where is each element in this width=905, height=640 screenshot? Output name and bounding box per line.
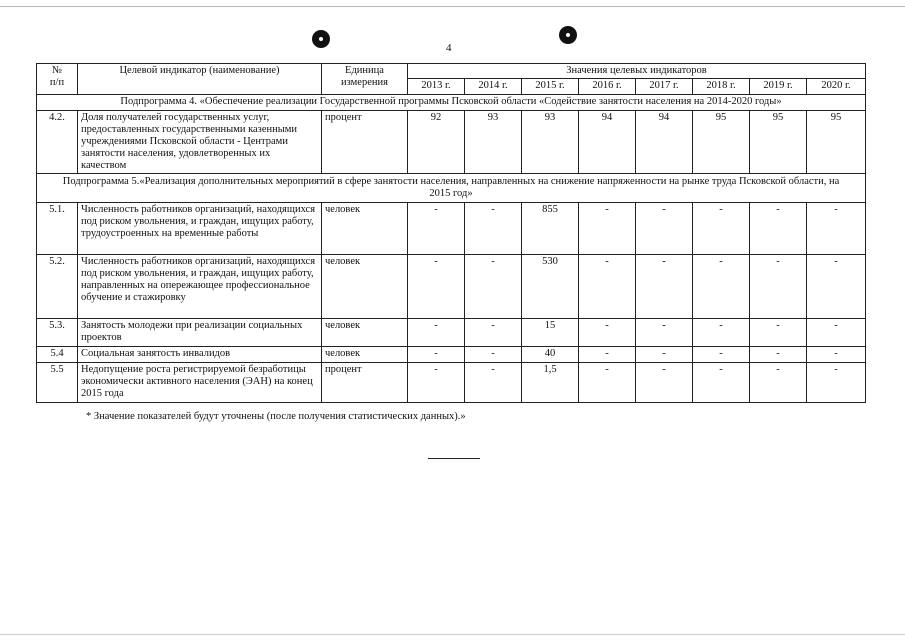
row-value: 1,5 [522,363,579,403]
year-cell: 2017 г. [636,79,693,95]
year-cell: 2015 г. [522,79,579,95]
row-value: - [750,347,807,363]
table-row [37,319,866,347]
row-value: - [465,347,522,363]
table-row [37,255,866,319]
row-value: - [636,319,693,347]
year-cell: 2016 г. [579,79,636,95]
row-value: - [408,363,465,403]
header-indicator: Целевой индикатор (наименование) [78,64,322,95]
row-value: - [693,363,750,403]
scan-bottom-edge [0,634,905,635]
row-value: - [408,203,465,255]
row-value: - [408,319,465,347]
subprogram-5-title: Подпрограмма 5.«Реализация дополнительных мероприятий в сфере занятости населения, направленных на снижение напряженности на рынке труда Псковской области, на 2015 год» [37,174,866,203]
row-num: 4.2. [37,111,78,174]
row-value: - [750,255,807,319]
row-value: - [750,203,807,255]
row-value: - [636,203,693,255]
scan-top-edge [0,6,905,7]
row-value: - [408,255,465,319]
table-row [37,347,866,363]
row-indicator: Недопущение роста регистрируемой безработицы экономически активного населения (ЭАН) на конец 2015 года [78,363,322,403]
row-value: 93 [522,111,579,174]
row-value: 530 [522,255,579,319]
row-value: - [807,203,866,255]
row-value: - [693,319,750,347]
row-unit: человек [322,203,408,255]
row-unit: человек [322,255,408,319]
row-value: - [636,255,693,319]
subprogram-4-row [37,95,866,111]
row-value: 93 [465,111,522,174]
row-value: 94 [636,111,693,174]
row-value: - [408,347,465,363]
punch-hole-right [559,26,577,44]
indicator-table [36,63,866,403]
row-indicator: Социальная занятость инвалидов [78,347,322,363]
header-values-group: Значения целевых индикаторов [408,64,866,79]
row-value: - [579,203,636,255]
row-value: - [693,347,750,363]
row-value: 94 [579,111,636,174]
year-cell: 2014 г. [465,79,522,95]
table-row [37,203,866,255]
year-cell: 2020 г. [807,79,866,95]
year-cell: 2019 г. [750,79,807,95]
page-number: 4 [446,42,452,54]
row-indicator: Доля получателей государственных услуг, предоставленных государственными казенными учреждениями Псковской области - Центрами занятости населения, удовлетворенных их качеством [78,111,322,174]
row-value: - [465,319,522,347]
row-unit: процент [322,111,408,174]
header-unit: Единица измерения [322,64,408,95]
row-value: - [579,363,636,403]
header-num: № п/п [37,64,78,95]
row-value: - [807,363,866,403]
row-value: - [750,319,807,347]
row-value: - [579,255,636,319]
row-value: - [465,363,522,403]
row-value: - [579,347,636,363]
row-num: 5.4 [37,347,78,363]
footnote: * Значение показателей будут уточнены (после получения статистических данных).» [86,411,466,422]
table-row [37,111,866,174]
row-value: - [807,319,866,347]
row-value: - [693,255,750,319]
row-value: - [807,255,866,319]
row-value: - [465,255,522,319]
header-row-1 [37,64,866,79]
row-value: - [465,203,522,255]
subprogram-4-title: Подпрограмма 4. «Обеспечение реализации Государственной программы Псковской области «Содействие занятости населения на 2014-2020 годы» [37,95,866,111]
row-num: 5.2. [37,255,78,319]
row-value: - [750,363,807,403]
row-num: 5.5 [37,363,78,403]
row-unit: человек [322,319,408,347]
row-value: 855 [522,203,579,255]
row-value: 95 [750,111,807,174]
row-unit: процент [322,363,408,403]
year-cell: 2013 г. [408,79,465,95]
row-indicator: Численность работников организаций, находящихся под риском увольнения, и граждан, ищущих работу, трудоустроенных на временные работы [78,203,322,255]
row-value: - [807,347,866,363]
row-value: 95 [693,111,750,174]
separator-rule [428,458,480,459]
row-value: - [693,203,750,255]
row-num: 5.3. [37,319,78,347]
row-value: 95 [807,111,866,174]
row-indicator: Численность работников организаций, находящихся под риском увольнения, и граждан, ищущих работу, направленных на опережающее профессиональное обучение и стажировку [78,255,322,319]
row-value: - [579,319,636,347]
table-row [37,363,866,403]
row-value: - [636,347,693,363]
row-value: - [636,363,693,403]
row-value: 15 [522,319,579,347]
row-unit: человек [322,347,408,363]
row-num: 5.1. [37,203,78,255]
subprogram-5-row [37,174,866,203]
punch-hole-left [312,30,330,48]
row-value: 40 [522,347,579,363]
row-indicator: Занятость молодежи при реализации социальных проектов [78,319,322,347]
row-value: 92 [408,111,465,174]
year-cell: 2018 г. [693,79,750,95]
